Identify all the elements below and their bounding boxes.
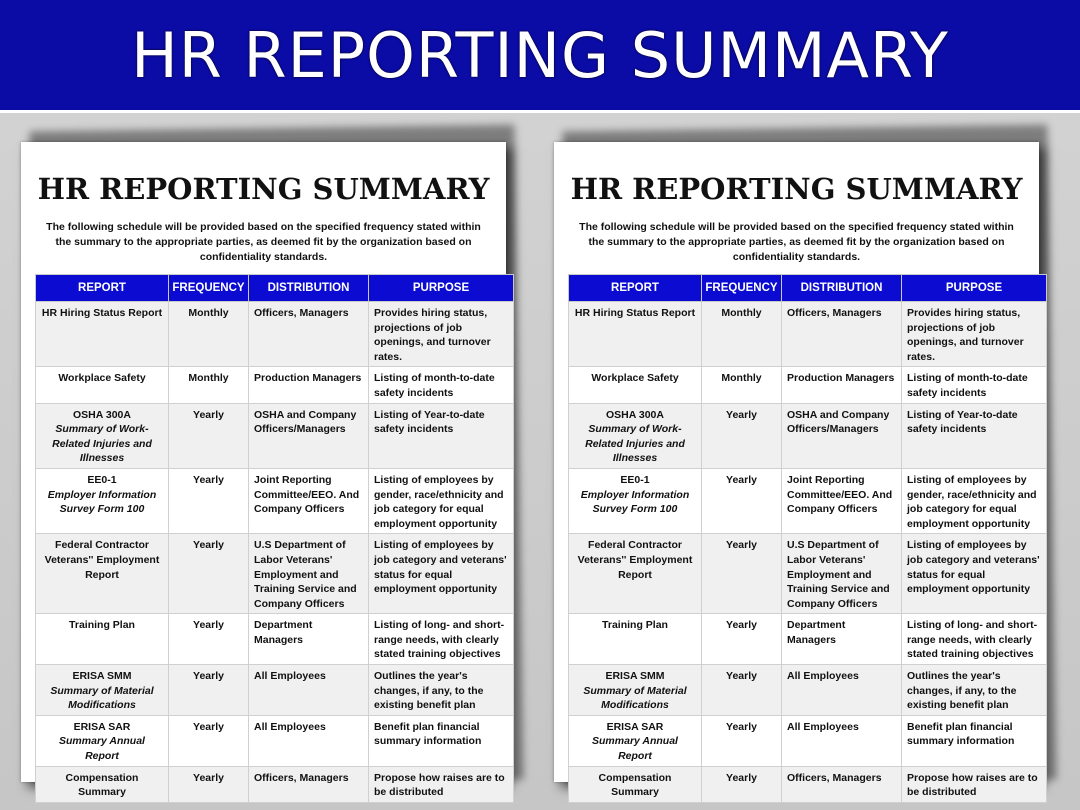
report-cell — [569, 665, 702, 716]
column-header: REPORT — [569, 275, 702, 302]
frequency-cell: Yearly — [169, 715, 249, 766]
report-name: OSHA 300A — [606, 408, 664, 421]
report-name: Workplace Safety — [58, 372, 146, 385]
report-cell — [36, 403, 169, 468]
report-cell — [569, 534, 702, 614]
purpose-cell: Listing of employees by gender, race/ethnicity and job category for equal employment opportunity — [369, 468, 514, 533]
purpose-cell: Listing of Year-to-date safety incidents — [369, 403, 514, 468]
report-subtitle: Summary of Work-Related Injuries and Illnesses — [52, 423, 152, 465]
table-header-row — [36, 275, 514, 302]
frequency-cell: Yearly — [702, 614, 782, 665]
report-cell — [569, 367, 702, 403]
purpose-cell: Outlines the year's changes, if any, to the existing benefit plan — [369, 665, 514, 716]
purpose-cell: Listing of employees by job category and veterans' status for equal employment opportunity — [902, 534, 1047, 614]
distribution-cell: U.S Department of Labor Veterans' Employment and Training Service and Company Officers — [782, 534, 902, 614]
frequency-cell: Yearly — [702, 766, 782, 802]
report-cell — [36, 766, 169, 802]
report-cell — [36, 367, 169, 403]
table-row — [36, 302, 514, 367]
column-header: REPORT — [36, 275, 169, 302]
report-name: Federal Contractor Veterans'' Employment Report — [44, 539, 160, 581]
distribution-cell: Department Managers — [782, 614, 902, 665]
distribution-cell: Officers, Managers — [249, 766, 369, 802]
table-row — [569, 367, 1047, 403]
report-cell — [569, 715, 702, 766]
distribution-cell: U.S Department of Labor Veterans' Employment and Training Service and Company Officers — [249, 534, 369, 614]
distribution-cell: Officers, Managers — [782, 766, 902, 802]
purpose-cell: Provides hiring status, projections of job openings, and turnover rates. — [902, 302, 1047, 367]
table-row — [36, 367, 514, 403]
report-cell — [36, 665, 169, 716]
distribution-cell: OSHA and Company Officers/Managers — [249, 403, 369, 468]
report-subtitle: Summary of Material Modifications — [583, 684, 687, 712]
report-name: ERISA SMM — [72, 670, 132, 683]
frequency-cell: Yearly — [702, 665, 782, 716]
distribution-cell: Joint Reporting Committee/EEO. And Company Officers — [249, 468, 369, 533]
report-name: Workplace Safety — [591, 372, 679, 385]
report-subtitle: Employer Information Survey Form 100 — [47, 488, 157, 516]
purpose-cell: Outlines the year's changes, if any, to the existing benefit plan — [902, 665, 1047, 716]
distribution-cell: Production Managers — [249, 367, 369, 403]
report-table — [35, 274, 514, 803]
purpose-cell: Listing of long- and short-range needs, with clearly stated training objectives — [369, 614, 514, 665]
purpose-cell: Propose how raises are to be distributed — [369, 766, 514, 802]
document-title: HR REPORTING SUMMARY — [570, 172, 1023, 206]
report-cell — [569, 468, 702, 533]
report-name: OSHA 300A — [73, 408, 131, 421]
table-row — [569, 403, 1047, 468]
report-cell — [569, 614, 702, 665]
frequency-cell: Monthly — [702, 367, 782, 403]
purpose-cell: Listing of month-to-date safety incidents — [902, 367, 1047, 403]
table-body — [569, 302, 1047, 803]
column-header: DISTRIBUTION — [782, 275, 902, 302]
report-name: HR Hiring Status Report — [574, 307, 696, 319]
frequency-cell: Yearly — [702, 534, 782, 614]
frequency-cell: Yearly — [169, 766, 249, 802]
frequency-cell: Yearly — [702, 715, 782, 766]
report-cell — [36, 614, 169, 665]
report-cell — [569, 766, 702, 802]
distribution-cell: Department Managers — [249, 614, 369, 665]
table-row — [36, 614, 514, 665]
document-intro: The following schedule will be provided based on the specified frequency stated within the summary to the appropriate parties, as deemed fit by the organization based on confidentiality standards. — [46, 221, 481, 263]
report-name: Compensation Summary — [598, 771, 672, 799]
document-page-right — [554, 142, 1040, 799]
frequency-cell: Monthly — [169, 302, 249, 367]
report-cell — [569, 302, 702, 367]
report-subtitle: Summary of Work-Related Injuries and Illnesses — [585, 423, 685, 465]
table-row — [569, 468, 1047, 533]
column-header: PURPOSE — [902, 275, 1047, 302]
column-header: FREQUENCY — [702, 275, 782, 302]
table-row — [36, 766, 514, 802]
table-row — [569, 665, 1047, 716]
frequency-cell: Yearly — [169, 614, 249, 665]
document-intro: The following schedule will be provided based on the specified frequency stated within the summary to the appropriate parties, as deemed fit by the organization based on confidentiality standards. — [579, 221, 1014, 263]
distribution-cell: Officers, Managers — [249, 302, 369, 367]
column-header: DISTRIBUTION — [249, 275, 369, 302]
table-row — [569, 302, 1047, 367]
frequency-cell: Yearly — [702, 468, 782, 533]
table-row — [36, 665, 514, 716]
table-row — [36, 715, 514, 766]
report-table — [568, 274, 1047, 803]
purpose-cell: Listing of employees by job category and veterans' status for equal employment opportunity — [369, 534, 514, 614]
report-name: Federal Contractor Veterans'' Employment Report — [577, 539, 693, 581]
document-page-left — [21, 142, 507, 799]
frequency-cell: Yearly — [169, 534, 249, 614]
report-cell — [36, 468, 169, 533]
distribution-cell: Production Managers — [782, 367, 902, 403]
purpose-cell: Listing of month-to-date safety incidents — [369, 367, 514, 403]
table-row — [36, 468, 514, 533]
report-cell — [569, 403, 702, 468]
report-subtitle: Summary Annual Report — [592, 735, 678, 763]
table-row — [36, 534, 514, 614]
column-header: PURPOSE — [369, 275, 514, 302]
report-subtitle: Summary Annual Report — [59, 735, 145, 763]
distribution-cell: Joint Reporting Committee/EEO. And Company Officers — [782, 468, 902, 533]
report-name: ERISA SMM — [605, 670, 665, 683]
distribution-cell: OSHA and Company Officers/Managers — [782, 403, 902, 468]
report-cell — [36, 534, 169, 614]
report-name: Training Plan — [69, 619, 135, 632]
table-row — [569, 715, 1047, 766]
document-title: HR REPORTING SUMMARY — [37, 172, 490, 206]
report-name: EE0-1 — [87, 473, 117, 486]
report-name: Compensation Summary — [65, 771, 139, 799]
table-row — [569, 534, 1047, 614]
report-name: ERISA SAR — [73, 720, 131, 733]
report-subtitle: Employer Information Survey Form 100 — [580, 488, 690, 516]
column-header: FREQUENCY — [169, 275, 249, 302]
report-name: EE0-1 — [620, 473, 650, 486]
table-row — [36, 403, 514, 468]
report-name: ERISA SAR — [606, 720, 664, 733]
title-banner — [0, 0, 1080, 113]
purpose-cell: Provides hiring status, projections of job openings, and turnover rates. — [369, 302, 514, 367]
purpose-cell: Benefit plan financial summary information — [369, 715, 514, 766]
purpose-cell: Propose how raises are to be distributed — [902, 766, 1047, 802]
distribution-cell: All Employees — [782, 715, 902, 766]
table-row — [569, 766, 1047, 802]
distribution-cell: Officers, Managers — [782, 302, 902, 367]
report-name: Training Plan — [602, 619, 668, 632]
frequency-cell: Monthly — [169, 367, 249, 403]
report-cell — [36, 302, 169, 367]
report-name: HR Hiring Status Report — [41, 307, 163, 319]
banner-title: HR REPORTING SUMMARY — [131, 18, 949, 92]
purpose-cell: Listing of employees by gender, race/ethnicity and job category for equal employment opportunity — [902, 468, 1047, 533]
distribution-cell: All Employees — [249, 665, 369, 716]
distribution-cell: All Employees — [782, 665, 902, 716]
purpose-cell: Listing of Year-to-date safety incidents — [902, 403, 1047, 468]
purpose-cell: Benefit plan financial summary information — [902, 715, 1047, 766]
report-subtitle: Summary of Material Modifications — [50, 684, 154, 712]
table-body — [36, 302, 514, 803]
frequency-cell: Yearly — [702, 403, 782, 468]
report-cell — [36, 715, 169, 766]
frequency-cell: Yearly — [169, 468, 249, 533]
purpose-cell: Listing of long- and short-range needs, with clearly stated training objectives — [902, 614, 1047, 665]
frequency-cell: Yearly — [169, 403, 249, 468]
frequency-cell: Yearly — [169, 665, 249, 716]
table-header-row — [569, 275, 1047, 302]
frequency-cell: Monthly — [702, 302, 782, 367]
distribution-cell: All Employees — [249, 715, 369, 766]
table-row — [569, 614, 1047, 665]
